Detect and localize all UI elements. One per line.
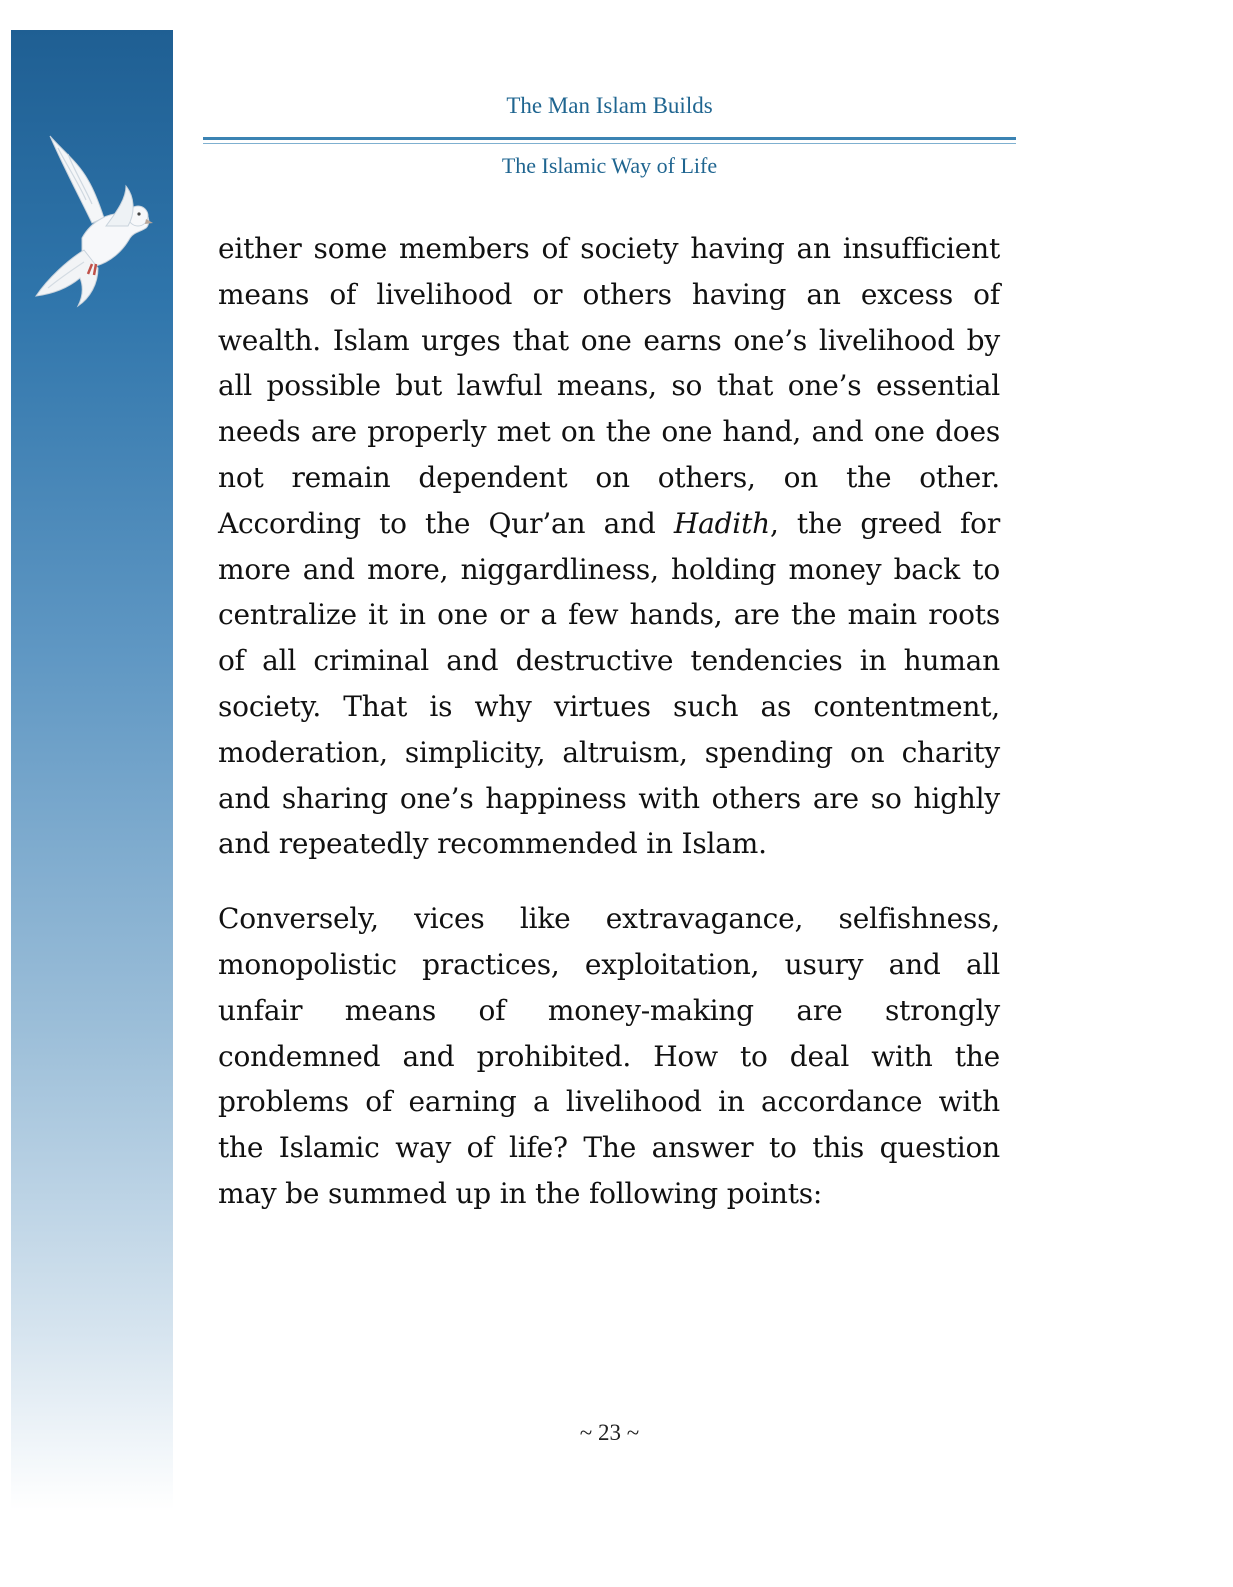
paragraph-1-part-b: , the greed for more and more, niggardliness, holding money back to centralize it in one or a few hands, are the main roots of all criminal and destructive tendencies in human society. That is why virtues such as contentment, moderation, simplicity, altruism, spending on charity and sharing one’s happiness with others are so highly and repeatedly recommended in Islam. — [218, 506, 1001, 861]
dove-icon — [22, 128, 162, 308]
header-divider — [203, 137, 1016, 147]
paragraph-1 — [218, 226, 1000, 867]
paragraph-1-italic-term: Hadith — [673, 506, 770, 540]
paragraph-1-part-a: either some members of society having an insufficient means of livelihood or others having an excess of wealth. Islam urges that one earns one’s livelihood by all possible but lawful means, so that one’s essential needs are properly met on the one hand, and one does not remain dependent on others, on the other. According to the Qur’an and — [218, 232, 1000, 540]
running-header-subtitle: The Islamic Way of Life — [501, 153, 718, 178]
running-header-title: The Man Islam Builds — [506, 93, 713, 118]
body-text — [218, 226, 1000, 1246]
paragraph-2: Conversely, vices like extravagance, selfishness, monopolistic practices, exploitation, usury and all unfair means of money-making are strongly condemned and prohibited. How to deal with the problems of earning a livelihood in accordance with the Islamic way of life? The answer to this question may be summed up in the following points: — [218, 902, 1000, 1210]
page-number: ~ 23 ~ — [579, 1420, 640, 1445]
